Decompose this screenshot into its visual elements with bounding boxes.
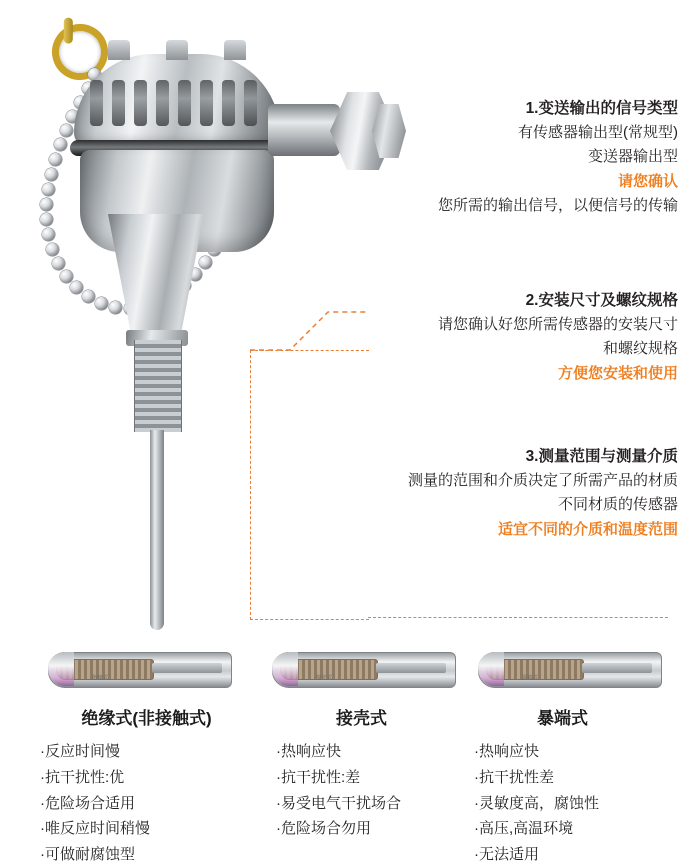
callout-1-line-3: 变送器输出型 (587, 148, 678, 166)
list-item: ·唯反应时间稍慢 (40, 820, 150, 838)
callout-2-line-3: 和螺纹规格 (602, 340, 678, 358)
tip-label-exposed: 露端式 (522, 675, 539, 681)
thread-section (134, 340, 182, 432)
callout-3-line-2: 测量的范围和介质决定了所需产品的材质 (407, 472, 678, 490)
list-item: ·危险场合勿用 (276, 820, 371, 838)
type-title-insulated: 绝缘式(非接触式) (81, 709, 212, 728)
callout-baseline (368, 617, 668, 619)
type-feature-list-grounded (276, 739, 477, 842)
list-item: ·热响应快 (276, 743, 341, 760)
callout-1-line-2: 有传感器输出型(常规型) (518, 124, 678, 142)
callout-1-highlight: 请您确认 (617, 172, 678, 190)
type-feature-list-exposed (474, 739, 683, 868)
list-item: ·灵敏度高，腐蚀性 (474, 794, 599, 812)
junction-type-exposed (468, 648, 683, 868)
connection-head-graphic (64, 36, 290, 226)
list-item: ·反应时间慢 (40, 743, 120, 760)
tip-label-insulated: 绝缘式 (92, 675, 109, 681)
list-item: ·危险场合适用 (40, 794, 135, 812)
type-feature-list-insulated (40, 739, 253, 868)
callout-1 (378, 96, 678, 218)
list-item: ·热响应快 (474, 743, 539, 760)
list-item: ·抗干扰性:优 (40, 768, 125, 786)
head-cap (74, 54, 280, 146)
list-item: ·可做耐腐蚀型 (40, 846, 135, 864)
list-item: ·高压,高温环境 (474, 820, 574, 838)
junction-type-insulated (38, 648, 253, 868)
callout-2-line-2: 请您确认好您所需传感器的安装尺寸 (437, 316, 678, 334)
callout-leader-line (250, 310, 368, 352)
callout-2-highlight: 方便您安装和使用 (557, 364, 678, 382)
type-title-grounded: 接壳式 (336, 709, 387, 728)
type-title-exposed: 暴端式 (537, 709, 588, 728)
callout-3-line-1: 3.测量范围与测量介质 (525, 448, 678, 465)
callout-3-highlight: 适宜不同的介质和温度范围 (497, 520, 678, 538)
tip-label-grounded: 接壳式 (316, 675, 333, 681)
callout-1-tail: 您所需的输出信号，以便信号的传输 (437, 197, 678, 214)
callout-3 (340, 444, 678, 542)
list-item: ·抗干扰性差 (474, 768, 554, 786)
list-item: ·易受电气干扰场合 (276, 794, 401, 812)
callout-3-line-3: 不同材质的传感器 (557, 496, 678, 514)
junction-type-row (0, 648, 700, 864)
callout-2 (368, 288, 678, 386)
junction-type-grounded (262, 648, 477, 842)
callout-1-line-1: 1.变送输出的信号类型 (525, 100, 678, 117)
tip-diagram-insulated (48, 648, 230, 690)
cable-gland-body (268, 104, 340, 156)
callout-2-line-1: 2.安装尺寸及螺纹规格 (525, 292, 678, 309)
tip-diagram-exposed (478, 648, 660, 690)
list-item: ·无法适用 (474, 846, 539, 864)
probe-sheath (150, 430, 164, 630)
tip-diagram-grounded (272, 648, 454, 690)
list-item: ·抗干扰性:差 (276, 768, 361, 786)
